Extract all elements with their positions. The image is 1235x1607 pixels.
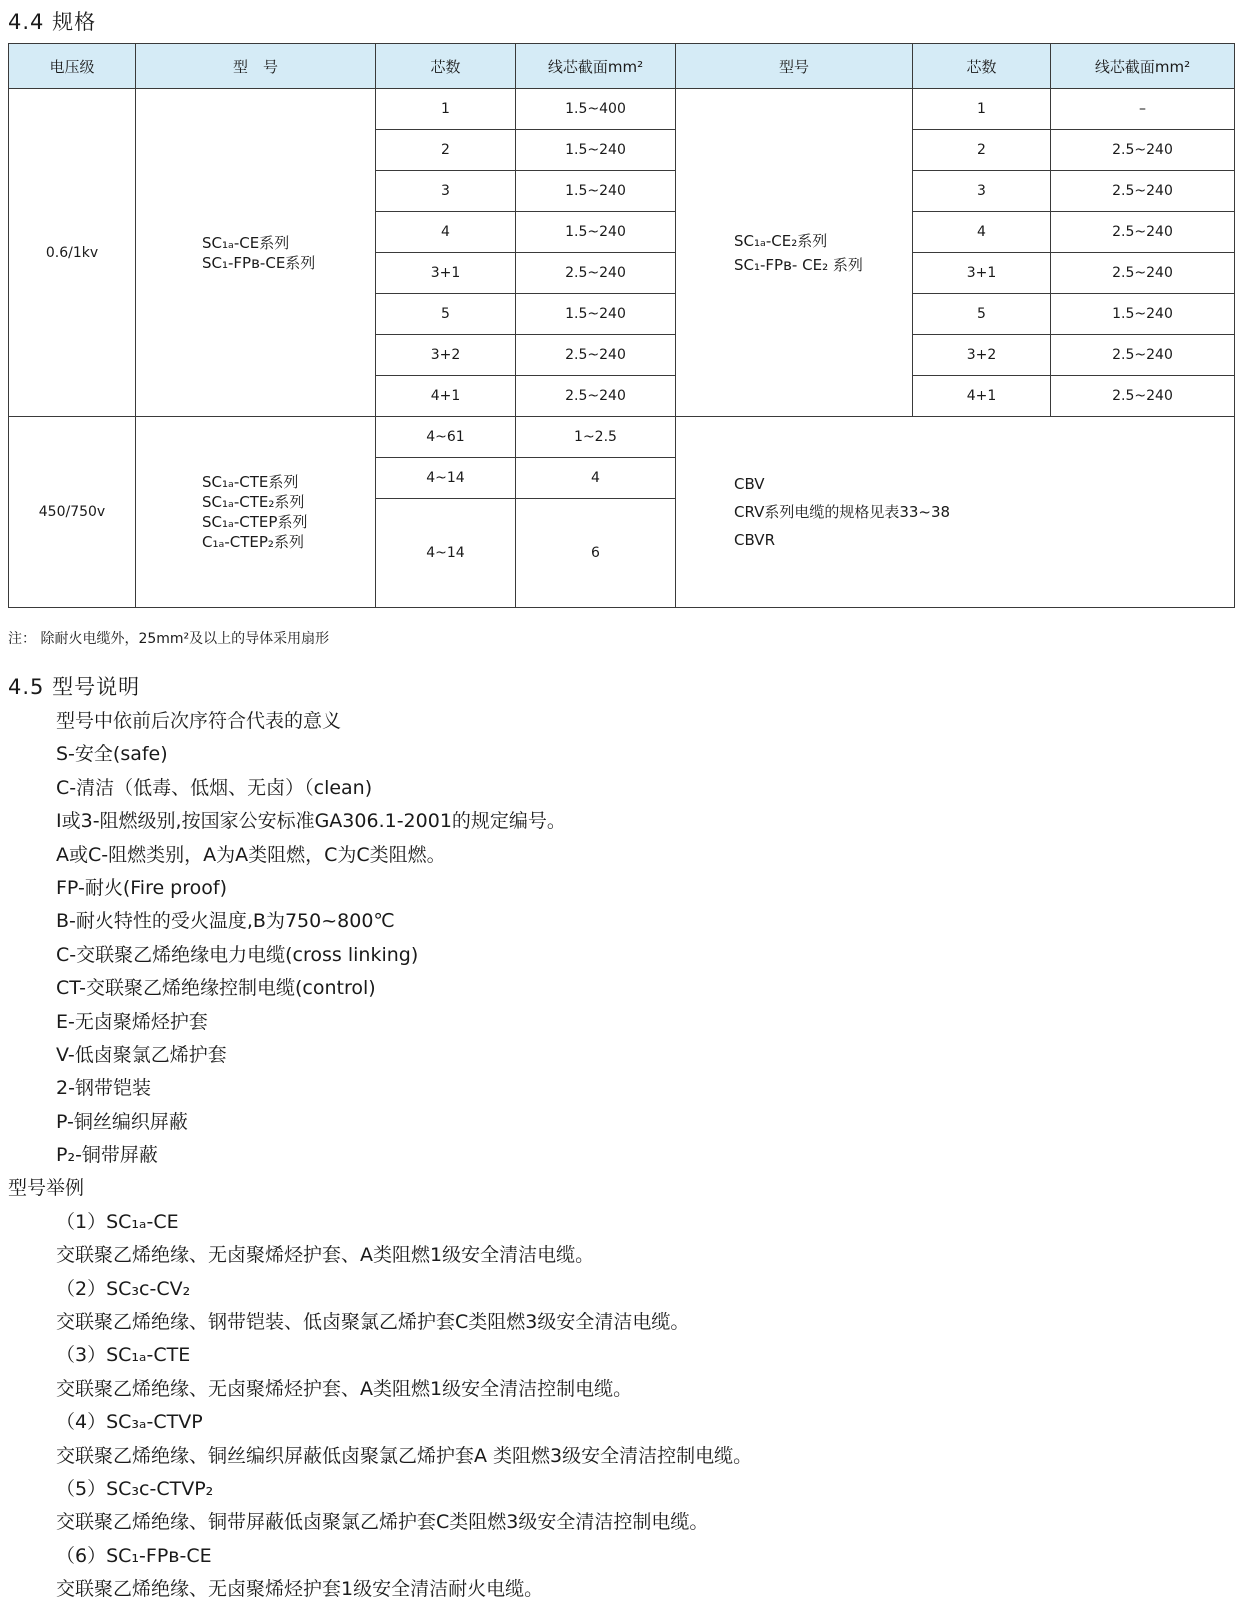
explanation-item: B-耐火特性的受火温度,B为750~800℃	[56, 910, 395, 933]
explanation-item: E-无卤聚烯烃护套	[56, 1010, 208, 1033]
cores-cell: 4+1	[913, 376, 1051, 417]
model-cell	[136, 417, 376, 608]
section-title-spec: 4.4 规格	[8, 10, 97, 34]
section-cell: 2.5~240	[516, 376, 676, 417]
table-header-row	[9, 44, 1235, 89]
cores-cell: 1	[376, 89, 516, 130]
section-cell: –	[1051, 89, 1235, 130]
model-name: SC₁ₐ-CE₂系列	[734, 231, 828, 250]
section-cell: 1.5~240	[516, 294, 676, 335]
cores-cell: 5	[913, 294, 1051, 335]
section-cell: 2.5~240	[1051, 212, 1235, 253]
cores-cell: 1	[913, 89, 1051, 130]
section-cell: 2.5~240	[1051, 253, 1235, 294]
example-desc: 交联聚乙烯绝缘、钢带铠装、低卤聚氯乙烯护套C类阻燃3级安全清洁电缆。	[56, 1311, 690, 1334]
example-code: （2）SC₃c-CV₂	[56, 1277, 191, 1300]
section-cell: 2.5~240	[1051, 171, 1235, 212]
example-desc: 交联聚乙烯绝缘、铜带屏蔽低卤聚氯乙烯护套C类阻燃3级安全清洁控制电缆。	[56, 1511, 709, 1534]
example-desc: 交联聚乙烯绝缘、无卤聚烯烃护套、A类阻燃1级安全清洁控制电缆。	[56, 1377, 633, 1400]
example-code: （5）SC₃c-CTVP₂	[56, 1477, 214, 1500]
model-name: SC₁-FPв- CE₂ 系列	[734, 255, 863, 274]
model-name: SC₁ₐ-CE系列	[202, 233, 290, 252]
explanation-item: I或3-阻燃级别,按国家公安标准GA306.1-2001的规定编号。	[56, 810, 566, 833]
cores-cell: 4+1	[376, 376, 516, 417]
cores-cell: 5	[376, 294, 516, 335]
header-section: 线芯截面mm²	[516, 44, 676, 89]
explanation-item: C-清洁（低毒、低烟、无卤）（clean)	[56, 776, 373, 799]
model-name: SC₁-FPв-CE系列	[202, 253, 316, 272]
section-cell: 1.5~400	[516, 89, 676, 130]
section-cell: 2.5~240	[1051, 335, 1235, 376]
section-cell: 6	[516, 499, 676, 608]
section-cell: 2.5~240	[1051, 130, 1235, 171]
cores-cell: 3+1	[913, 253, 1051, 294]
cbv-note-cell	[676, 417, 1235, 608]
cores-cell: 3	[376, 171, 516, 212]
cores-cell: 3+2	[913, 335, 1051, 376]
header-section-2: 线芯截面mm²	[1051, 44, 1235, 89]
explanation-intro: 型号中依前后次序符合代表的意义	[56, 710, 342, 732]
spec-table	[8, 43, 1235, 608]
header-model: 型 号	[136, 44, 376, 89]
model-name: C₁ₐ-CTEP₂系列	[202, 533, 304, 551]
header-voltage: 电压级	[9, 44, 136, 89]
cores-cell: 4~14	[376, 499, 516, 608]
explanation-item: V-低卤聚氯乙烯护套	[56, 1043, 227, 1066]
model-name: SC₁ₐ-CTE系列	[202, 473, 299, 491]
section-cell: 2.5~240	[516, 253, 676, 294]
model-cell-2	[676, 89, 913, 417]
model-name: SC₁ₐ-CTE₂系列	[202, 493, 305, 511]
explanation-item: P-铜丝编织屏蔽	[56, 1110, 188, 1133]
example-code: （6）SC₁-FPв-CE	[56, 1544, 212, 1567]
explanation-item: A或C-阻燃类别，A为A类阻燃，C为C类阻燃。	[56, 843, 446, 866]
table-footnote: 注： 除耐火电缆外，25mm²及以上的导体采用扇形	[8, 631, 330, 647]
cbv-note-line: CBVR	[734, 531, 775, 549]
cores-cell: 2	[913, 130, 1051, 171]
example-desc: 交联聚乙烯绝缘、无卤聚烯烃护套、A类阻燃1级安全清洁电缆。	[56, 1244, 595, 1267]
table-row	[9, 417, 1235, 458]
cores-cell: 3+1	[376, 253, 516, 294]
header-model-2: 型号	[676, 44, 913, 89]
section-title-model: 4.5 型号说明	[8, 675, 141, 699]
section-cell: 4	[516, 458, 676, 499]
model-cell	[136, 89, 376, 417]
cbv-note-line: CBV	[734, 475, 765, 493]
cbv-note-line: CRV系列电缆的规格见表33~38	[734, 503, 951, 521]
example-desc: 交联聚乙烯绝缘、铜丝编织屏蔽低卤聚氯乙烯护套A 类阻燃3级安全清洁控制电缆。	[56, 1444, 753, 1467]
cores-cell: 4	[913, 212, 1051, 253]
header-cores: 芯数	[376, 44, 516, 89]
example-code: （3）SC₁ₐ-CTE	[56, 1344, 191, 1367]
explanation-item: 2-钢带铠装	[56, 1077, 151, 1100]
header-cores-2: 芯数	[913, 44, 1051, 89]
cores-cell: 4	[376, 212, 516, 253]
section-cell: 1.5~240	[516, 212, 676, 253]
cores-cell: 3	[913, 171, 1051, 212]
section-cell: 1.5~240	[516, 171, 676, 212]
section-cell: 1~2.5	[516, 417, 676, 458]
table-row	[9, 89, 1235, 130]
cores-cell: 4~14	[376, 458, 516, 499]
voltage-cell: 450/750v	[9, 417, 136, 608]
section-cell: 2.5~240	[516, 335, 676, 376]
cores-cell: 3+2	[376, 335, 516, 376]
section-cell: 1.5~240	[1051, 294, 1235, 335]
explanation-item: FP-耐火(Fire proof)	[56, 876, 227, 899]
cores-cell: 2	[376, 130, 516, 171]
section-cell: 1.5~240	[516, 130, 676, 171]
model-explanation	[8, 705, 752, 1607]
example-desc: 交联聚乙烯绝缘、无卤聚烯烃护套1级安全清洁耐火电缆。	[56, 1578, 544, 1601]
explanation-item: CT-交联聚乙烯绝缘控制电缆(control)	[56, 977, 376, 1000]
voltage-cell: 0.6/1kv	[9, 89, 136, 417]
explanation-item: C-交联聚乙烯绝缘电力电缆(cross linking)	[56, 943, 419, 966]
examples-title: 型号举例	[8, 1177, 85, 1200]
cores-cell: 4~61	[376, 417, 516, 458]
explanation-item: S-安全(safe)	[56, 743, 168, 766]
section-cell: 2.5~240	[1051, 376, 1235, 417]
explanation-item: P₂-铜带屏蔽	[56, 1144, 158, 1167]
example-code: （4）SC₃ₐ-CTVP	[56, 1411, 203, 1434]
model-name: SC₁ₐ-CTEP系列	[202, 513, 308, 531]
example-code: （1）SC₁ₐ-CE	[56, 1210, 179, 1233]
